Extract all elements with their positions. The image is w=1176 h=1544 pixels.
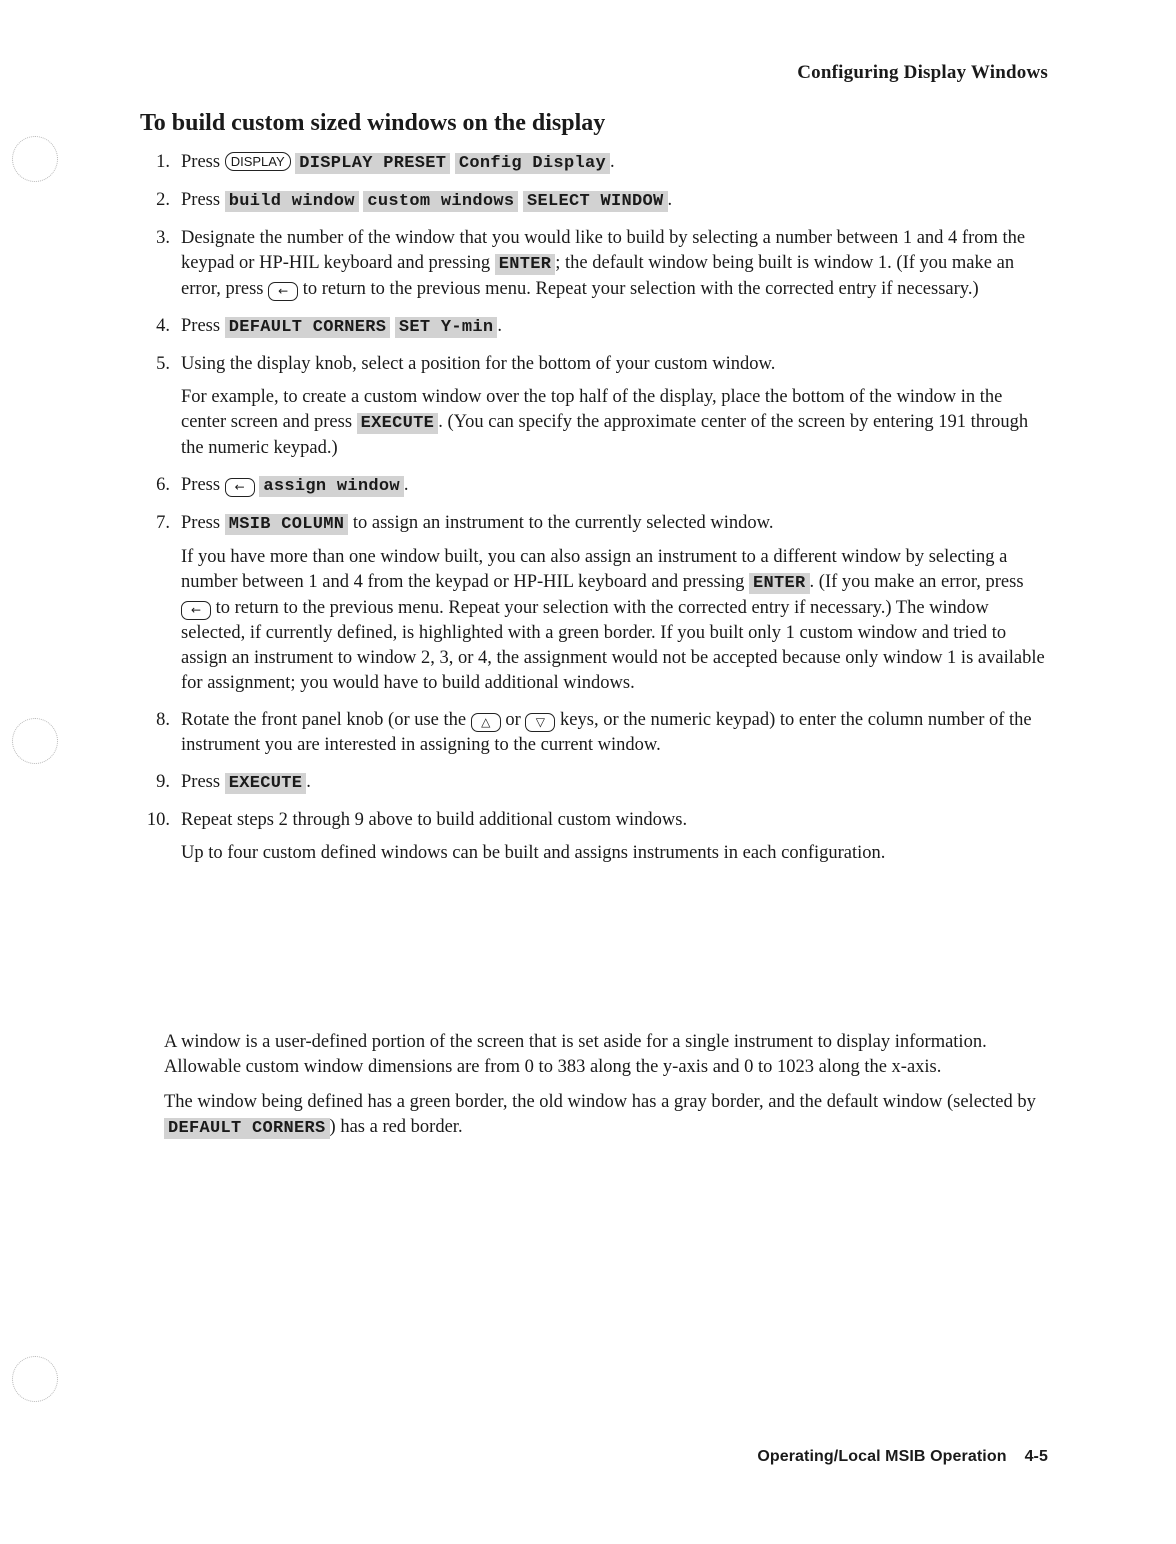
enter-softkey[interactable]: ENTER: [495, 254, 556, 275]
step-number: 7.: [156, 513, 170, 533]
running-head: Configuring Display Windows: [797, 62, 1048, 83]
step-2: 2. Press build window custom windows SELECT WINDOW .: [140, 188, 1045, 214]
display-hardkey[interactable]: DISPLAY: [225, 152, 291, 171]
step-5: 5. Using the display knob, select a position for the bottom of your custom window. For example, to create a custom window over the top half of the display, place the bottom of the window in the center screen and press EXECUTE . (You can specify the approximate center of the screen by entering 191 through the numeric keypad.): [140, 352, 1045, 461]
binder-hole: [12, 1356, 58, 1402]
section-title: To build custom sized windows on the display: [140, 110, 606, 136]
footer-section: Operating/Local MSIB Operation: [757, 1448, 1007, 1465]
default-corners-softkey[interactable]: DEFAULT CORNERS: [225, 317, 391, 338]
notes: [164, 1030, 1054, 1151]
step-number: 2.: [156, 190, 170, 210]
step-number: 6.: [156, 475, 170, 495]
msib-column-softkey[interactable]: MSIB COLUMN: [225, 514, 349, 535]
steps-list: [140, 150, 1045, 878]
step-3: 3. Designate the number of the window that you would like to build by selecting a number between 1 and 4 from the keypad or HP-HIL keyboard and pressing ENTER ; the default window being built is window 1. (If you make an error, press ← to return to the previous menu. Repeat your selection with the corrected entry if necessary.): [140, 226, 1045, 302]
select-window-softkey[interactable]: SELECT WINDOW: [523, 191, 668, 212]
step-7: 7. Press MSIB COLUMN to assign an instrument to the currently selected window. If you have more than one window built, you can also assign an instrument to a different window by selecting a number between 1 and 4 from the keypad or HP-HIL keyboard and pressing ENTER . (If you make an error, press ← to return to the previous menu. Repeat your selection with the corrected entry if necessary.) The window selected, if currently defined, is highlighted with a green border. If you built only 1 custom window and tried to assign an instrument to window 2, 3, or 4, the assignment would not be accepted because only window 1 is available for assignment; you would have to build additional windows.: [140, 511, 1045, 696]
page-number: 4-5: [1024, 1448, 1048, 1465]
build-window-softkey[interactable]: build window: [225, 191, 359, 212]
down-arrow-key-icon[interactable]: ▽: [525, 713, 555, 732]
execute-softkey[interactable]: EXECUTE: [225, 773, 307, 794]
backspace-key-icon[interactable]: ←: [181, 601, 211, 620]
step-number: 10.: [146, 810, 170, 830]
page-footer: [757, 1448, 1048, 1466]
step-number: 4.: [156, 316, 170, 336]
default-corners-softkey[interactable]: DEFAULT CORNERS: [164, 1118, 330, 1139]
backspace-key-icon[interactable]: ←: [268, 282, 298, 301]
step-10: 10. Repeat steps 2 through 9 above to build additional custom windows. Up to four custom defined windows can be built and assigns instruments in each configuration.: [140, 808, 1045, 866]
custom-windows-softkey[interactable]: custom windows: [363, 191, 518, 212]
step-number: 3.: [156, 228, 170, 248]
window-definition-note: A window is a user-defined portion of the screen that is set aside for a single instrument to display information. Allowable custom window dimensions are from 0 to 383 along the y-axis and 0 to 1023 along the x-axis.: [164, 1032, 987, 1077]
assign-window-softkey[interactable]: assign window: [259, 476, 404, 497]
step-1: 1. Press DISPLAY DISPLAY PRESET Config Display .: [140, 150, 1045, 176]
set-y-min-softkey[interactable]: SET Y-min: [395, 317, 498, 338]
display-preset-softkey[interactable]: DISPLAY PRESET: [295, 153, 450, 174]
step-number: 8.: [156, 710, 170, 730]
enter-softkey[interactable]: ENTER: [749, 573, 810, 594]
step-8: 8. Rotate the front panel knob (or use the △ or ▽ keys, or the numeric keypad) to enter the column number of the instrument you are interested in assigning to the current window.: [140, 708, 1045, 758]
step-number: 1.: [156, 152, 170, 172]
binder-hole: [12, 718, 58, 764]
step-4: 4. Press DEFAULT CORNERS SET Y-min .: [140, 314, 1045, 340]
up-arrow-key-icon[interactable]: △: [471, 713, 501, 732]
binder-hole: [12, 136, 58, 182]
step-number: 9.: [156, 772, 170, 792]
step-9: 9. Press EXECUTE .: [140, 770, 1045, 796]
step-6: 6. Press ← assign window .: [140, 473, 1045, 499]
step-number: 5.: [156, 354, 170, 374]
border-color-note: The window being defined has a green border, the old window has a gray border, and the default window (selected by DEFAULT CORNERS ) has a red border.: [164, 1092, 1036, 1138]
backspace-key-icon[interactable]: ←: [225, 478, 255, 497]
execute-softkey[interactable]: EXECUTE: [357, 413, 439, 434]
config-display-softkey[interactable]: Config Display: [455, 153, 610, 174]
